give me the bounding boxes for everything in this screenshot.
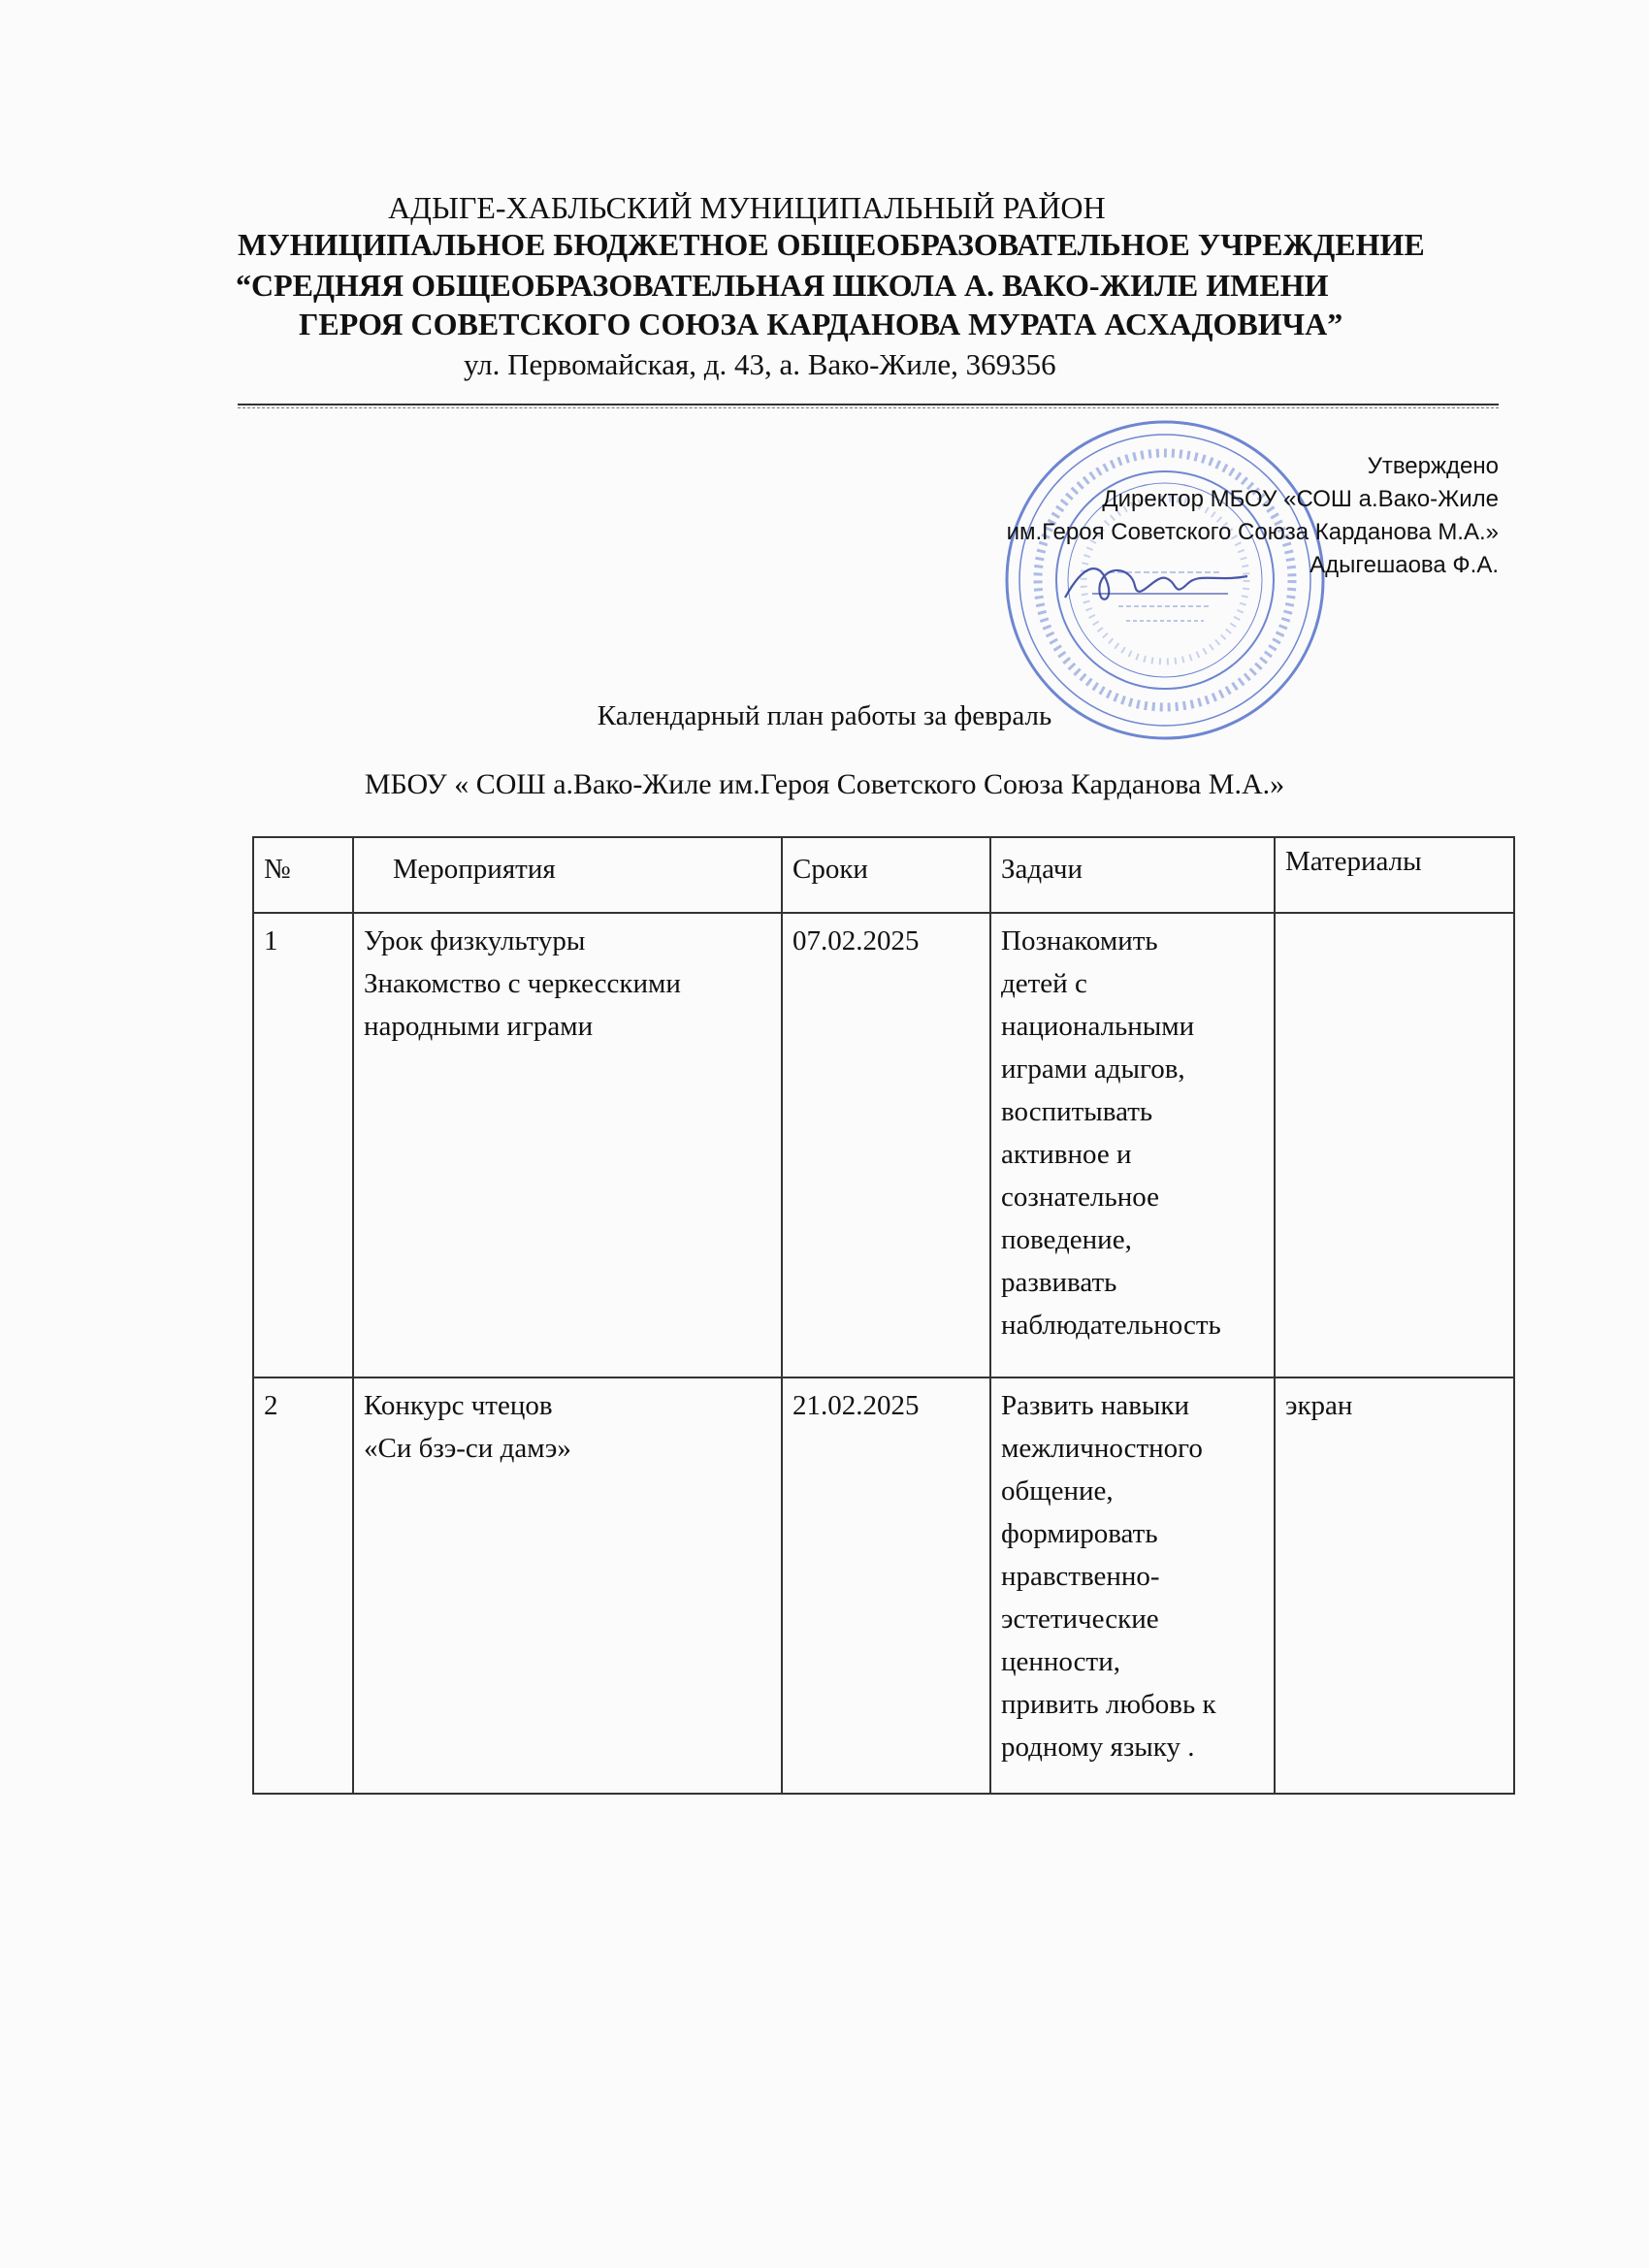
row-date: 21.02.2025 — [782, 1377, 990, 1794]
header-date: Сроки — [782, 837, 990, 913]
institution-name-line-2: “СРЕДНЯЯ ОБЩЕОБРАЗОВАТЕЛЬНАЯ ШКОЛА А. ВАКО-ЖИЛЕ ИМЕНИ — [236, 268, 1329, 303]
row-materials: экран — [1275, 1377, 1514, 1794]
district-name: АДЫГЕ-ХАБЛЬСКИЙ МУНИЦИПАЛЬНЫЙ РАЙОН — [388, 190, 1106, 225]
row-task: Познакомить детей с национальными играми адыгов, воспитывать активное и сознательное поведение, развивать наблюдательность — [990, 913, 1275, 1377]
approval-school: им.Героя Советского Союза Карданова М.А.» — [1006, 519, 1499, 545]
table-row — [253, 913, 1514, 1377]
table-row — [253, 1377, 1514, 1794]
letterhead-divider — [238, 404, 1499, 408]
document-subtitle: МБОУ « СОШ а.Вако-Жиле им.Героя Советского Союза Карданова М.А.» — [364, 768, 1285, 800]
header-number: № — [253, 837, 353, 913]
row-number: 1 — [253, 913, 353, 1377]
document-title: Календарный план работы за февраль — [597, 700, 1052, 731]
approval-director-name: Адыгешаова Ф.А. — [1310, 552, 1499, 578]
institution-name-line-3: ГЕРОЯ СОВЕТСКОГО СОЮЗА КАРДАНОВА МУРАТА АСХАДОВИЧА” — [299, 307, 1343, 341]
row-event: Конкурс чтецов «Си бзэ-си дамэ» — [353, 1377, 782, 1794]
row-date: 07.02.2025 — [782, 913, 990, 1377]
table-header-row — [253, 837, 1514, 913]
plan-table — [252, 836, 1515, 1795]
row-event: Урок физкультуры Знакомство с черкесскими народными играми — [353, 913, 782, 1377]
approval-position: Директор МБОУ «СОШ а.Вако-Жиле — [1102, 486, 1499, 512]
row-number: 2 — [253, 1377, 353, 1794]
institution-address: ул. Первомайская, д. 43, а. Вако-Жиле, 369356 — [464, 347, 1056, 381]
header-task: Задачи — [990, 837, 1275, 913]
institution-name-line-1: МУНИЦИПАЛЬНОЕ БЮДЖЕТНОЕ ОБЩЕОБРАЗОВАТЕЛЬНОЕ УЧРЕЖДЕНИЕ — [238, 227, 1425, 262]
header-materials: Материалы — [1275, 837, 1514, 913]
row-materials — [1275, 913, 1514, 1377]
approval-heading: Утверждено — [1367, 453, 1499, 479]
header-event: Мероприятия — [353, 837, 782, 913]
row-task: Развить навыки межличностного общение, формировать нравственно- эстетические ценности, привить любовь к родному языку . — [990, 1377, 1275, 1794]
approval-block — [1007, 450, 1499, 582]
